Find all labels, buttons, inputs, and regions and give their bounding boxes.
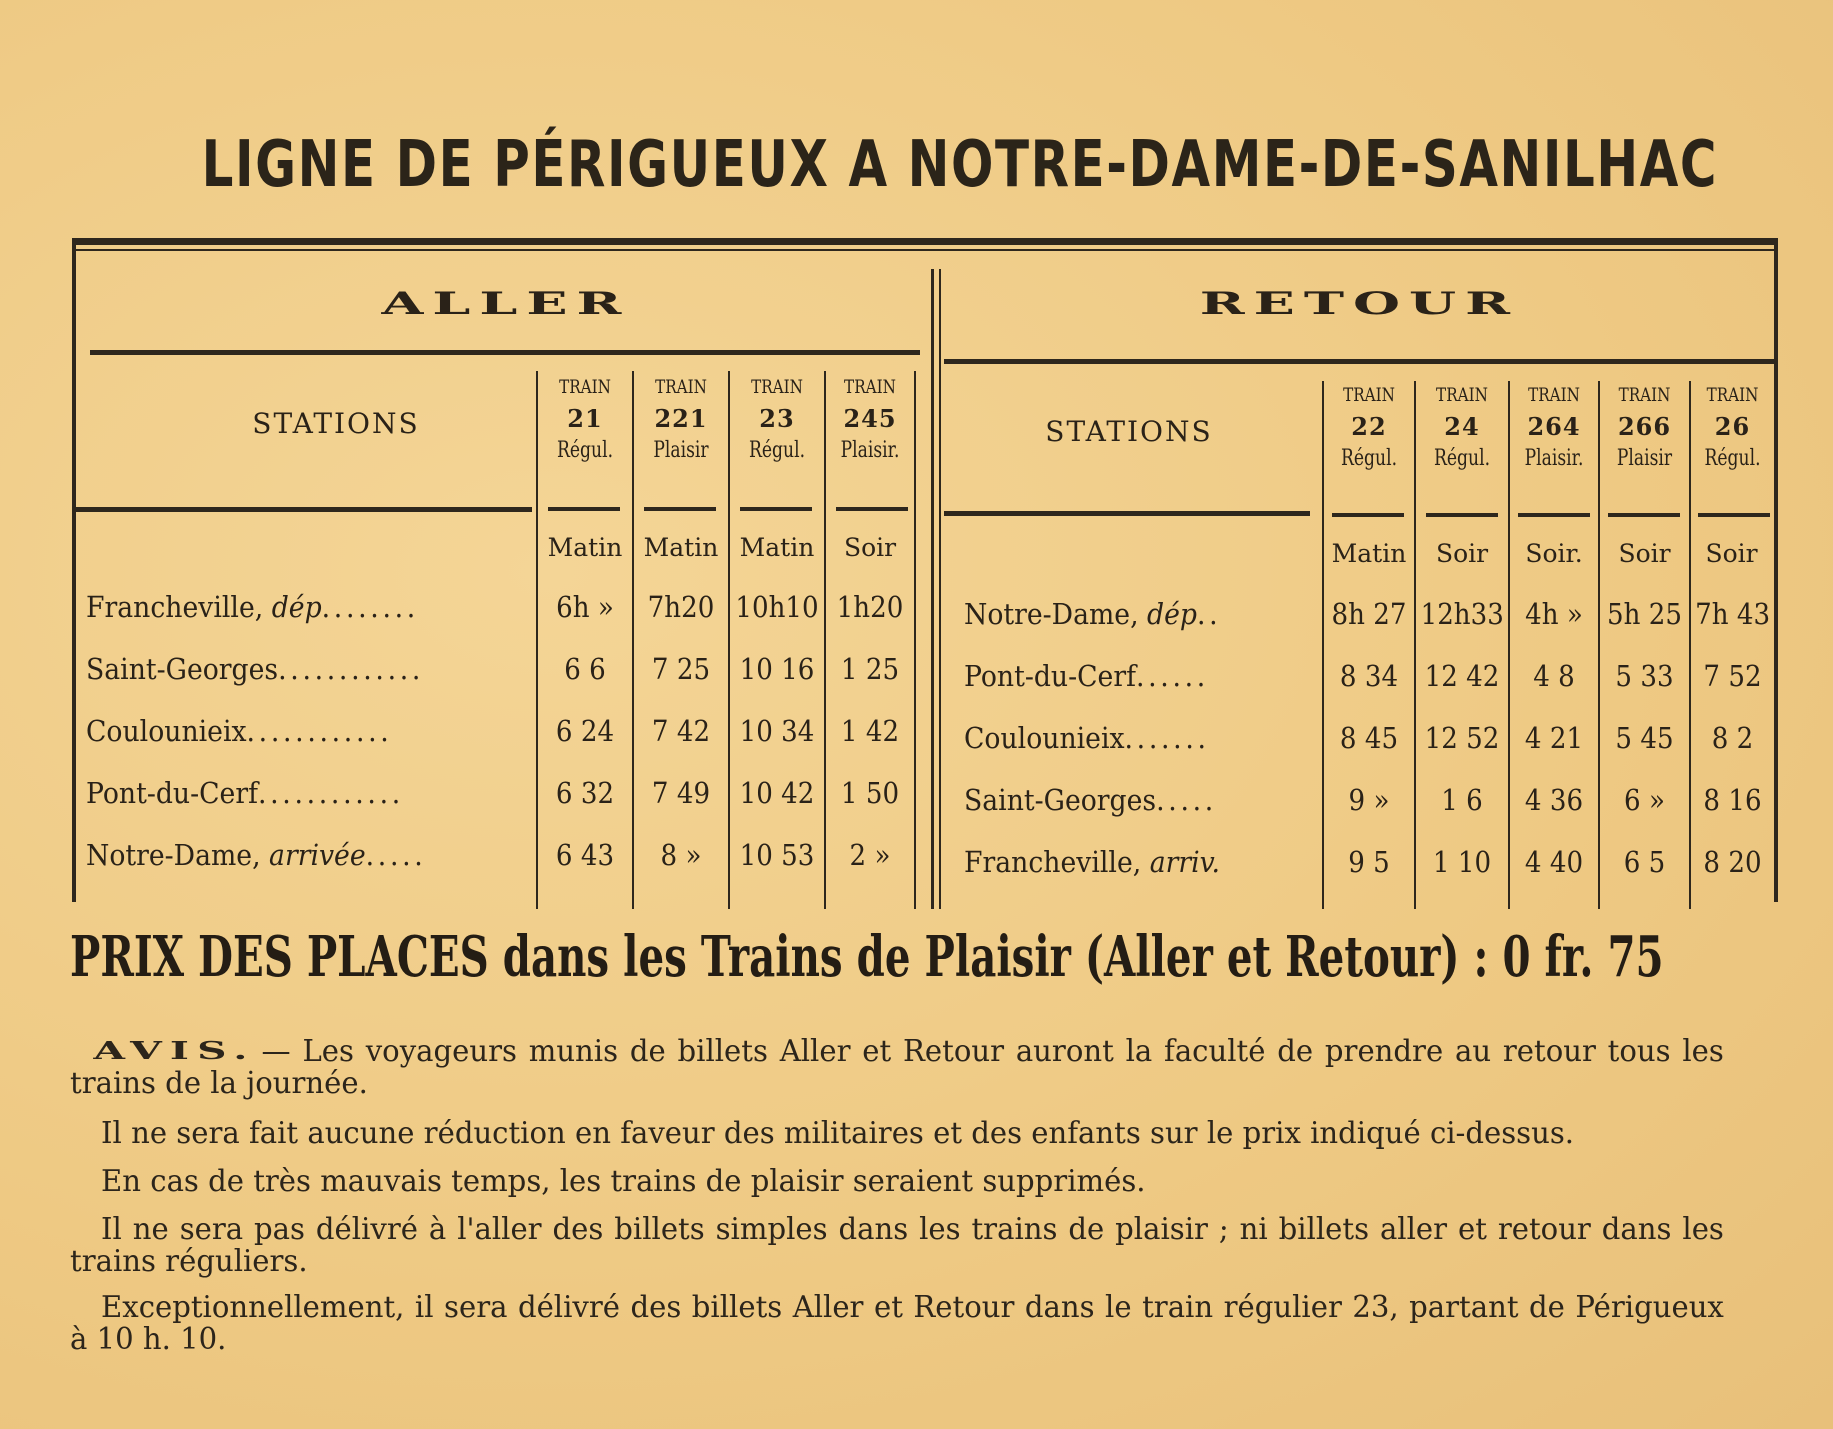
station-name: Saint-Georges..... — [964, 783, 1217, 817]
time-cell: 5 33 — [1615, 659, 1674, 693]
aller-section — [76, 245, 936, 902]
notice-paragraph: AVIS. — Les voyageurs munis de billets Aller et Retour auront la faculté de prendre au retour tous les trains de la journée. — [70, 1034, 1724, 1101]
time-of-day: Matin — [547, 533, 623, 562]
retour-heading: RETOUR — [1199, 286, 1519, 322]
aller-train-header: TRAIN 23 Régul. — [748, 376, 806, 464]
notice-paragraph: Exceptionnellement, il sera délivré des billets Aller et Retour dans le train régulier 23, partant de Périgueux à 10 h. 10. — [70, 1290, 1724, 1357]
time-cell: 12 42 — [1424, 659, 1500, 693]
time-of-day: Matin — [643, 533, 719, 562]
station-name: Notre-Dame, arrivée..... — [86, 838, 427, 872]
time-of-day: Soir — [1618, 539, 1671, 568]
retour-train-header: TRAIN 266 Plaisir — [1616, 384, 1673, 472]
time-cell: 8 20 — [1703, 845, 1762, 879]
retour-train-header: TRAIN 24 Régul. — [1433, 384, 1491, 472]
time-cell: 6 32 — [555, 776, 615, 810]
page-title: LIGNE DE PÉRIGUEUX A NOTRE-DAME-DE-SANILHAC — [201, 128, 1719, 202]
retour-section — [944, 245, 1774, 902]
retour-stations-label: STATIONS — [1045, 415, 1213, 448]
time-of-day: Soir — [843, 533, 897, 562]
notice-paragraph: En cas de très mauvais temps, les trains de plaisir seraient supprimés. — [101, 1164, 1146, 1199]
time-cell: 6h » — [556, 590, 614, 624]
station-name: Pont-du-Cerf...... — [964, 659, 1209, 693]
time-cell: 8 » — [660, 838, 702, 872]
time-cell: 8 45 — [1339, 721, 1399, 755]
time-cell: 6 43 — [555, 838, 615, 872]
station-name: Saint-Georges............ — [86, 652, 425, 686]
time-cell: 7 52 — [1703, 659, 1762, 693]
station-name: Coulounieix....... — [964, 721, 1210, 755]
station-name: Pont-du-Cerf............ — [86, 776, 404, 810]
time-cell: 1 10 — [1432, 845, 1492, 879]
time-cell: 5h 25 — [1607, 597, 1682, 631]
aller-heading: ALLER — [381, 286, 631, 322]
time-of-day: Soir — [1435, 539, 1489, 568]
time-cell: 1 42 — [840, 714, 900, 748]
section-divider — [931, 269, 941, 909]
time-cell: 7 25 — [651, 652, 711, 686]
time-cell: 7 49 — [651, 776, 711, 810]
time-cell: 1 25 — [840, 652, 900, 686]
retour-train-header: TRAIN 264 Plaisir. — [1524, 384, 1584, 472]
time-cell: 1 50 — [840, 776, 900, 810]
time-cell: 8 2 — [1711, 721, 1754, 755]
time-cell: 10 34 — [739, 714, 815, 748]
time-cell: 6 6 — [564, 652, 606, 686]
aller-train-header: TRAIN 245 Plaisir. — [840, 376, 900, 464]
time-cell: 9 » — [1348, 783, 1390, 817]
time-cell: 7h 43 — [1695, 597, 1771, 631]
time-of-day: Matin — [739, 533, 815, 562]
time-cell: 10 42 — [739, 776, 815, 810]
time-cell: 10 53 — [739, 838, 815, 872]
time-cell: 4 40 — [1524, 845, 1584, 879]
time-cell: 10 16 — [739, 652, 815, 686]
price-line: PRIX DES PLACES dans les Trains de Plaisir (Aller et Retour) : 0 fr. 75 — [70, 924, 1664, 990]
time-cell: 5 45 — [1615, 721, 1674, 755]
time-of-day: Soir. — [1525, 539, 1583, 568]
time-cell: 4 8 — [1533, 659, 1575, 693]
aller-stations-label: STATIONS — [252, 407, 420, 440]
station-name: Coulounieix............ — [86, 714, 393, 748]
avis-label: AVIS. — [93, 1037, 256, 1066]
time-cell: 8 16 — [1703, 783, 1762, 817]
notice-paragraph: Il ne sera pas délivré à l'aller des billets simples dans les trains de plaisir ; ni billets aller et retour dans les trains réguliers. — [70, 1212, 1724, 1279]
station-name: Notre-Dame, dép.. — [964, 597, 1222, 631]
time-cell: 1h20 — [836, 590, 904, 624]
time-cell: 4 21 — [1524, 721, 1584, 755]
time-cell: 4h » — [1525, 597, 1583, 631]
time-cell: 4 36 — [1524, 783, 1584, 817]
time-cell: 2 » — [849, 838, 891, 872]
time-cell: 10h10 — [735, 590, 819, 624]
timetable — [72, 238, 1778, 902]
time-cell: 6 5 — [1623, 845, 1666, 879]
time-cell: 8h 27 — [1331, 597, 1407, 631]
time-cell: 8 34 — [1339, 659, 1399, 693]
time-cell: 6 24 — [555, 714, 615, 748]
station-name: Francheville, arriv. — [964, 845, 1221, 879]
station-name: Francheville, dép........ — [86, 590, 419, 624]
time-cell: 7 42 — [651, 714, 711, 748]
time-cell: 1 6 — [1441, 783, 1483, 817]
time-of-day: Matin — [1331, 539, 1407, 568]
time-cell: 9 5 — [1348, 845, 1390, 879]
time-cell: 6 » — [1624, 783, 1665, 817]
aller-train-header: TRAIN 21 Régul. — [556, 376, 614, 464]
time-of-day: Soir — [1705, 539, 1758, 568]
time-cell: 7h20 — [647, 590, 715, 624]
retour-train-header: TRAIN 26 Régul. — [1704, 384, 1761, 472]
retour-train-header: TRAIN 22 Régul. — [1340, 384, 1398, 472]
time-cell: 12h33 — [1420, 597, 1504, 631]
aller-train-header: TRAIN 221 Plaisir — [653, 376, 709, 464]
notice-paragraph: Il ne sera fait aucune réduction en faveur des militaires et des enfants sur le prix indiqué ci-dessus. — [101, 1116, 1575, 1151]
time-cell: 12 52 — [1424, 721, 1500, 755]
